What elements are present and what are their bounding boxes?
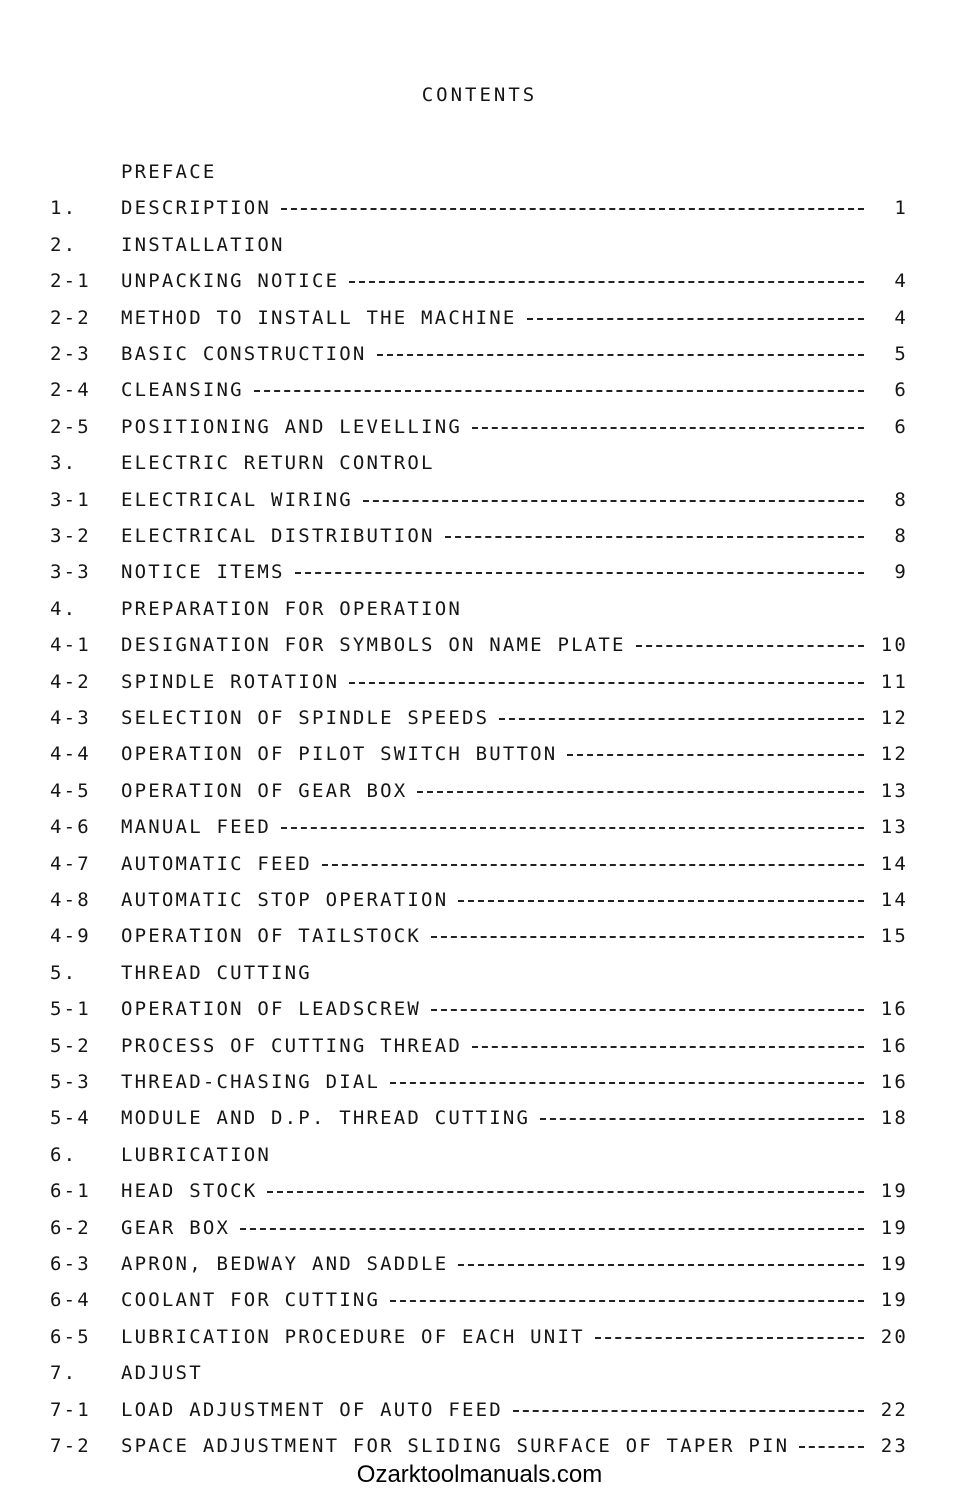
toc-entry	[0, 991, 959, 1027]
toc-entry-page: 19	[880, 1216, 908, 1239]
toc-entry-page: 9	[894, 561, 908, 584]
toc-entry-number: 6-3	[50, 1253, 91, 1275]
dot-leader	[445, 536, 864, 538]
toc-entry-page: 8	[894, 525, 908, 547]
dot-leader	[363, 500, 864, 502]
toc-entry	[0, 1282, 959, 1318]
toc-entry	[0, 882, 959, 918]
toc-entry-title: METHOD TO INSTALL THE MACHINE	[121, 306, 517, 329]
toc-entry-number: 7-2	[50, 1435, 91, 1457]
toc-entry-number: 4-5	[50, 779, 91, 802]
toc-entry-title: MODULE AND D.P. THREAD CUTTING	[121, 1107, 531, 1130]
toc-entry	[0, 1428, 959, 1464]
toc-entry-number: 4-3	[50, 707, 91, 729]
toc-entry-number: 6.	[50, 1143, 78, 1166]
toc-entry-title: INSTALLATION	[121, 233, 285, 256]
toc-entry-number: 7.	[50, 1362, 78, 1385]
toc-entry-title: DESIGNATION FOR SYMBOLS ON NAME PLATE	[121, 634, 626, 657]
toc-entry	[0, 1319, 959, 1355]
toc-entry-title: AUTOMATIC FEED	[121, 852, 312, 875]
dot-leader	[390, 1082, 864, 1084]
dot-leader	[472, 1046, 864, 1048]
toc-entry	[0, 1246, 959, 1282]
toc-entry-page: 4	[894, 270, 908, 293]
toc-entry	[0, 336, 959, 372]
toc-entry-title: UNPACKING NOTICE	[121, 270, 340, 293]
toc-entry-number: 6-4	[50, 1289, 91, 1312]
toc-entry-page: 12	[880, 743, 908, 766]
toc-entry-number: 6-2	[50, 1216, 91, 1239]
dot-leader	[322, 864, 864, 866]
toc-entry-number: 5-3	[50, 1071, 91, 1093]
dot-leader	[458, 1264, 864, 1266]
toc-entry-page: 5	[894, 343, 908, 365]
toc-entry-number: 2-3	[50, 343, 91, 365]
toc-entry	[0, 372, 959, 408]
dot-leader	[431, 1009, 864, 1011]
toc-entry-title: SPINDLE ROTATION	[121, 670, 340, 693]
toc-entry	[0, 300, 959, 336]
toc-entry-title: BASIC CONSTRUCTION	[121, 343, 367, 365]
toc-entry-number: 7-1	[50, 1398, 91, 1421]
toc-entry-title: POSITIONING AND LEVELLING	[121, 415, 462, 438]
toc-entry-title: OPERATION OF PILOT SWITCH BUTTON	[121, 743, 558, 766]
dot-leader	[799, 1446, 864, 1448]
toc-entry-number: 2.	[50, 233, 78, 256]
toc-entry-page: 12	[880, 707, 908, 729]
dot-leader	[254, 390, 864, 392]
toc-entry-number: 5-1	[50, 998, 91, 1021]
toc-entry	[0, 809, 959, 845]
dot-leader	[567, 754, 864, 756]
toc-entry	[0, 154, 959, 190]
toc-entry	[0, 263, 959, 299]
toc-entry-title: ELECTRICAL WIRING	[121, 488, 353, 511]
toc-entry-title: PREPARATION FOR OPERATION	[121, 597, 462, 620]
toc-entry-title: LOAD ADJUSTMENT OF AUTO FEED	[121, 1398, 503, 1421]
toc-entry-number: 6-5	[50, 1325, 91, 1348]
toc-entry-page: 23	[880, 1435, 908, 1457]
toc-entry-page: 16	[880, 1071, 908, 1093]
toc-entry	[0, 227, 959, 263]
toc-entry-page: 22	[880, 1398, 908, 1421]
toc-entry-page: 4	[894, 306, 908, 329]
footer-website: Ozarktoolmanuals.com	[356, 1461, 603, 1488]
toc-entry	[0, 664, 959, 700]
dot-leader	[472, 427, 864, 429]
dot-leader	[281, 827, 864, 829]
toc-entry-title: SELECTION OF SPINDLE SPEEDS	[121, 707, 490, 729]
toc-entry	[0, 1028, 959, 1064]
toc-entry-page: 19	[880, 1180, 908, 1203]
dot-leader	[458, 900, 864, 902]
toc-entry-number: 5.	[50, 961, 78, 984]
toc-entry-page: 16	[880, 998, 908, 1021]
toc-entry	[0, 482, 959, 518]
toc-entry	[0, 773, 959, 809]
dot-leader	[349, 682, 864, 684]
toc-entry	[0, 445, 959, 481]
toc-entry-title: MANUAL FEED	[121, 816, 272, 839]
toc-entry-number: 2-1	[50, 270, 91, 293]
dot-leader	[636, 645, 864, 647]
toc-entry-number: 2-2	[50, 306, 91, 329]
toc-entry-page: 20	[880, 1325, 908, 1348]
toc-entry-number: 4-4	[50, 743, 91, 766]
toc-entry-title: HEAD STOCK	[121, 1180, 258, 1203]
toc-entry-title: GEAR BOX	[121, 1216, 231, 1239]
toc-entry	[0, 1064, 959, 1100]
toc-entry-title: THREAD CUTTING	[121, 961, 312, 984]
toc-entry-title: LUBRICATION PROCEDURE OF EACH UNIT	[121, 1325, 585, 1348]
toc-entry-number: 3-2	[50, 525, 91, 547]
toc-entry-title: LUBRICATION	[121, 1143, 272, 1166]
toc-entry-title: OPERATION OF LEADSCREW	[121, 998, 422, 1021]
toc-entry-number: 3.	[50, 452, 78, 475]
toc-entry-title: OPERATION OF TAILSTOCK	[121, 925, 422, 948]
toc-entry-number: 4-6	[50, 816, 91, 839]
toc-entry-title: ADJUST	[121, 1362, 203, 1385]
toc-entry-title: OPERATION OF GEAR BOX	[121, 779, 408, 802]
dot-leader	[267, 1191, 864, 1193]
toc-entry-number: 4-1	[50, 634, 91, 657]
toc-entry-number: 3-1	[50, 488, 91, 511]
toc-entry-title: ELECTRIC RETURN CONTROL	[121, 452, 435, 475]
toc-entry-number: 4-8	[50, 889, 91, 911]
toc-entry-number: 5-4	[50, 1107, 91, 1130]
dot-leader	[295, 572, 864, 574]
toc-entry	[0, 918, 959, 954]
toc-entry	[0, 955, 959, 991]
toc-entry	[0, 627, 959, 663]
dot-leader	[281, 208, 864, 210]
toc-entry-page: 13	[880, 779, 908, 802]
toc-entry	[0, 700, 959, 736]
toc-entry-title: ELECTRICAL DISTRIBUTION	[121, 525, 435, 547]
toc-entry-page: 13	[880, 816, 908, 839]
toc-entry	[0, 518, 959, 554]
toc-entry-title: AUTOMATIC STOP OPERATION	[121, 889, 449, 911]
toc-entry-title: CLEANSING	[121, 379, 244, 402]
toc-entry-page: 18	[880, 1107, 908, 1130]
dot-leader	[349, 281, 864, 283]
toc-entry	[0, 1392, 959, 1428]
toc-entry	[0, 190, 959, 226]
toc-entry-title: THREAD-CHASING DIAL	[121, 1071, 381, 1093]
toc-entry	[0, 1355, 959, 1391]
toc-entry-title: APRON, BEDWAY AND SADDLE	[121, 1253, 449, 1275]
toc-entry-page: 15	[880, 925, 908, 948]
toc-entry	[0, 736, 959, 772]
toc-entry-number: 4-9	[50, 925, 91, 948]
toc-entry	[0, 409, 959, 445]
dot-leader	[527, 318, 864, 320]
toc-entry-page: 8	[894, 488, 908, 511]
toc-entry	[0, 1137, 959, 1173]
dot-leader	[240, 1228, 864, 1230]
toc-entry	[0, 846, 959, 882]
toc-entry-number: 4-7	[50, 852, 91, 875]
toc-entry-title: SPACE ADJUSTMENT FOR SLIDING SURFACE OF TAPER PIN	[121, 1435, 790, 1457]
toc-entry-number: 6-1	[50, 1180, 91, 1203]
toc-entry-number: 4.	[50, 597, 78, 620]
toc-entry-number: 1.	[50, 197, 78, 220]
toc-entry-title: PROCESS OF CUTTING THREAD	[121, 1034, 462, 1057]
page-title: CONTENTS	[421, 84, 538, 106]
dot-leader	[513, 1410, 864, 1412]
toc-entry-title: DESCRIPTION	[121, 197, 272, 220]
dot-leader	[499, 718, 864, 720]
toc-entry-title: NOTICE ITEMS	[121, 561, 285, 584]
dot-leader	[540, 1118, 864, 1120]
dot-leader	[377, 354, 864, 356]
dot-leader	[417, 791, 864, 793]
toc-entry-number: 5-2	[50, 1034, 91, 1057]
toc-entry-number: 2-5	[50, 415, 91, 438]
toc-entry-page: 14	[880, 852, 908, 875]
dot-leader	[431, 936, 864, 938]
toc-entry	[0, 554, 959, 590]
toc-entry-page: 19	[880, 1253, 908, 1275]
dot-leader	[390, 1300, 864, 1302]
toc-entry	[0, 1210, 959, 1246]
toc-entry-page: 10	[880, 634, 908, 657]
toc-entry	[0, 1173, 959, 1209]
toc-entry	[0, 1100, 959, 1136]
toc-entry-title: PREFACE	[121, 161, 217, 183]
toc-entry-title: COOLANT FOR CUTTING	[121, 1289, 381, 1312]
toc-entry-page: 1	[894, 197, 908, 220]
toc-entry-number: 2-4	[50, 379, 91, 402]
toc-entry-page: 6	[894, 379, 908, 402]
toc-entry-number: 4-2	[50, 670, 91, 693]
toc-entry-number: 3-3	[50, 561, 91, 584]
toc-entry-page: 11	[880, 670, 908, 693]
dot-leader	[595, 1337, 864, 1339]
toc-entry-page: 14	[880, 889, 908, 911]
toc-entry-page: 16	[880, 1034, 908, 1057]
toc-entry-page: 19	[880, 1289, 908, 1312]
toc-entry-page: 6	[894, 415, 908, 438]
toc-entry	[0, 591, 959, 627]
